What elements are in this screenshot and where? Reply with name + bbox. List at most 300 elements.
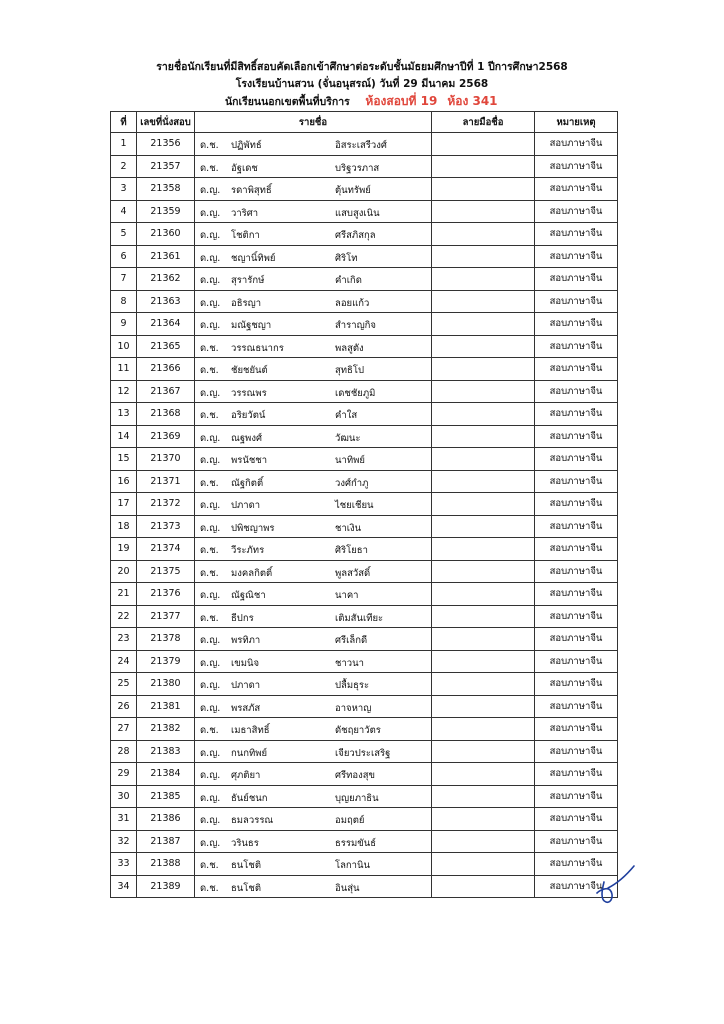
first-name: ชญานิ์ทิพย์ bbox=[231, 252, 276, 264]
row-number: 31 bbox=[111, 808, 137, 831]
seat-number: 21389 bbox=[137, 875, 195, 898]
remark: สอบภาษาจีน bbox=[535, 673, 618, 696]
first-name: อธิรญา bbox=[231, 297, 262, 309]
signature-cell[interactable] bbox=[432, 673, 535, 696]
first-name: อัฐเดช bbox=[231, 162, 258, 174]
remark: สอบภาษาจีน bbox=[535, 560, 618, 583]
first-name: ธนโชติ bbox=[231, 860, 262, 871]
name-title: ด.ช. bbox=[200, 882, 219, 894]
first-name: อริยวัตน์ bbox=[231, 410, 266, 421]
student-name bbox=[195, 695, 432, 718]
table-row bbox=[111, 200, 618, 223]
student-name bbox=[195, 425, 432, 448]
remark: สอบภาษาจีน bbox=[535, 538, 618, 561]
table-row bbox=[111, 380, 618, 403]
signature-cell[interactable] bbox=[432, 605, 535, 628]
student-name bbox=[195, 808, 432, 831]
last-name: อมฤตย์ bbox=[335, 815, 365, 826]
name-title: ด.ช. bbox=[200, 545, 219, 556]
row-number: 15 bbox=[111, 448, 137, 471]
student-name bbox=[195, 403, 432, 426]
room-number: ห้อง 341 bbox=[447, 94, 498, 108]
student-name bbox=[195, 605, 432, 628]
signature-cell[interactable] bbox=[432, 290, 535, 313]
remark: สอบภาษาจีน bbox=[535, 605, 618, 628]
first-name: พรสภัส bbox=[231, 702, 261, 714]
table-row bbox=[111, 560, 618, 583]
remark: สอบภาษาจีน bbox=[535, 830, 618, 853]
table-row bbox=[111, 515, 618, 538]
seat-number: 21383 bbox=[137, 740, 195, 763]
name-title: ด.ญ. bbox=[200, 297, 221, 309]
student-name bbox=[195, 538, 432, 561]
row-number: 1 bbox=[111, 133, 137, 156]
row-number: 29 bbox=[111, 763, 137, 786]
signature-cell[interactable] bbox=[432, 448, 535, 471]
signature-cell[interactable] bbox=[432, 335, 535, 358]
name-title: ด.ญ. bbox=[200, 837, 221, 849]
student-name bbox=[195, 830, 432, 853]
seat-number: 21368 bbox=[137, 403, 195, 426]
student-name bbox=[195, 268, 432, 291]
table-row bbox=[111, 718, 618, 741]
seat-number: 21367 bbox=[137, 380, 195, 403]
name-title: ด.ญ. bbox=[200, 207, 221, 219]
row-number: 10 bbox=[111, 335, 137, 358]
last-name: คำใส bbox=[335, 410, 358, 421]
table-row bbox=[111, 763, 618, 786]
student-name bbox=[195, 470, 432, 493]
student-name bbox=[195, 875, 432, 898]
table-row bbox=[111, 650, 618, 673]
remark: สอบภาษาจีน bbox=[535, 155, 618, 178]
name-title: ด.ญ. bbox=[200, 252, 221, 264]
first-name: กนกทิพย์ bbox=[231, 747, 268, 759]
seat-number: 21363 bbox=[137, 290, 195, 313]
student-name bbox=[195, 673, 432, 696]
document-title: รายชื่อนักเรียนที่มีสิทธิ์สอบคัดเลือกเข้าศึกษาต่อระดับชั้นมัธยมศึกษาปีที่ 1 ปีการศึกษา2568 bbox=[156, 61, 568, 73]
remark: สอบภาษาจีน bbox=[535, 650, 618, 673]
student-name bbox=[195, 718, 432, 741]
student-name bbox=[195, 223, 432, 246]
student-name bbox=[195, 515, 432, 538]
student-name bbox=[195, 358, 432, 381]
name-title: ด.ญ. bbox=[200, 230, 221, 241]
name-title: ด.ญ. bbox=[200, 275, 221, 286]
row-number: 27 bbox=[111, 718, 137, 741]
last-name: ธรรมขันธ์ bbox=[335, 837, 377, 849]
signature-cell[interactable] bbox=[432, 178, 535, 201]
last-name: คำเกิด bbox=[335, 275, 362, 286]
row-number: 19 bbox=[111, 538, 137, 561]
seat-number: 21366 bbox=[137, 358, 195, 381]
seat-number: 21385 bbox=[137, 785, 195, 808]
first-name: ชัยชยันต์ bbox=[231, 365, 268, 376]
seat-number: 21358 bbox=[137, 178, 195, 201]
last-name: ศิริโท bbox=[335, 252, 358, 264]
table-row bbox=[111, 133, 618, 156]
remark: สอบภาษาจีน bbox=[535, 133, 618, 156]
row-number: 20 bbox=[111, 560, 137, 583]
name-title: ด.ญ. bbox=[200, 815, 221, 826]
table-row bbox=[111, 628, 618, 651]
signature-cell[interactable] bbox=[432, 628, 535, 651]
student-name bbox=[195, 628, 432, 651]
student-name bbox=[195, 245, 432, 268]
seat-number: 21380 bbox=[137, 673, 195, 696]
room-line bbox=[225, 92, 498, 111]
student-name bbox=[195, 155, 432, 178]
last-name: โลกานิน bbox=[335, 860, 370, 871]
row-number: 16 bbox=[111, 470, 137, 493]
seat-number: 21372 bbox=[137, 493, 195, 516]
last-name: นาคา bbox=[335, 590, 359, 601]
row-number: 13 bbox=[111, 403, 137, 426]
table-row bbox=[111, 358, 618, 381]
last-name: วงศ์กำภู bbox=[335, 477, 369, 489]
header-signature: ลายมือชื่อ bbox=[432, 112, 535, 133]
signature-cell[interactable] bbox=[432, 718, 535, 741]
student-name bbox=[195, 380, 432, 403]
signature-cell[interactable] bbox=[432, 538, 535, 561]
student-name bbox=[195, 583, 432, 606]
seat-number: 21356 bbox=[137, 133, 195, 156]
last-name: บุญยภาธิน bbox=[335, 792, 379, 804]
row-number: 26 bbox=[111, 695, 137, 718]
row-number: 6 bbox=[111, 245, 137, 268]
row-number: 25 bbox=[111, 673, 137, 696]
table-row bbox=[111, 155, 618, 178]
name-title: ด.ญ. bbox=[200, 635, 221, 646]
last-name: เติมสันเทียะ bbox=[335, 612, 384, 624]
first-name: ปฏิพัทธ์ bbox=[231, 140, 262, 151]
first-name: ศุภติยา bbox=[231, 770, 261, 781]
name-title: ด.ช. bbox=[200, 860, 219, 871]
first-name: มณัฐชญา bbox=[231, 320, 272, 331]
table-row bbox=[111, 695, 618, 718]
header-seat-number: เลขที่นั่งสอบ bbox=[137, 112, 195, 133]
school-date-line: โรงเรียนบ้านสวน (จั่นอนุสรณ์) วันที่ 29 มีนาคม 2568 bbox=[235, 78, 489, 90]
signature-cell[interactable] bbox=[432, 155, 535, 178]
remark: สอบภาษาจีน bbox=[535, 718, 618, 741]
table-row bbox=[111, 583, 618, 606]
table-row bbox=[111, 493, 618, 516]
table-row bbox=[111, 470, 618, 493]
row-number: 21 bbox=[111, 583, 137, 606]
remark: สอบภาษาจีน bbox=[535, 785, 618, 808]
seat-number: 21379 bbox=[137, 650, 195, 673]
row-number: 30 bbox=[111, 785, 137, 808]
signature-cell[interactable] bbox=[432, 875, 535, 898]
student-name bbox=[195, 178, 432, 201]
signature-cell[interactable] bbox=[432, 380, 535, 403]
remark: สอบภาษาจีน bbox=[535, 853, 618, 876]
name-title: ด.ญ. bbox=[200, 185, 221, 196]
room-info bbox=[365, 94, 497, 108]
name-title: ด.ญ. bbox=[200, 680, 221, 691]
name-title: ด.ช. bbox=[200, 612, 219, 624]
signature-cell[interactable] bbox=[432, 493, 535, 516]
first-name: พรทิภา bbox=[231, 635, 261, 646]
name-title: ด.ช. bbox=[200, 567, 219, 579]
signature-cell[interactable] bbox=[432, 650, 535, 673]
seat-number: 21381 bbox=[137, 695, 195, 718]
student-name bbox=[195, 290, 432, 313]
remark: สอบภาษาจีน bbox=[535, 403, 618, 426]
signature-cell[interactable] bbox=[432, 245, 535, 268]
remark: สอบภาษาจีน bbox=[535, 695, 618, 718]
remark: สอบภาษาจีน bbox=[535, 628, 618, 651]
signature-cell[interactable] bbox=[432, 470, 535, 493]
seat-number: 21374 bbox=[137, 538, 195, 561]
seat-number: 21362 bbox=[137, 268, 195, 291]
table-row bbox=[111, 740, 618, 763]
name-title: ด.ญ. bbox=[200, 747, 221, 759]
row-number: 7 bbox=[111, 268, 137, 291]
signature-cell[interactable] bbox=[432, 223, 535, 246]
first-name: มงคลกิตติ์ bbox=[231, 567, 273, 579]
signature-cell[interactable] bbox=[432, 695, 535, 718]
table-row bbox=[111, 785, 618, 808]
table-row bbox=[111, 335, 618, 358]
remark: สอบภาษาจีน bbox=[535, 358, 618, 381]
name-title: ด.ช. bbox=[200, 477, 219, 489]
remark: สอบภาษาจีน bbox=[535, 380, 618, 403]
remark: สอบภาษาจีน bbox=[535, 763, 618, 786]
seat-number: 21387 bbox=[137, 830, 195, 853]
seat-number: 21364 bbox=[137, 313, 195, 336]
row-number: 32 bbox=[111, 830, 137, 853]
last-name: ศิริโยธา bbox=[335, 545, 368, 556]
row-number: 18 bbox=[111, 515, 137, 538]
table-row bbox=[111, 605, 618, 628]
last-name: ไชยเชียน bbox=[335, 500, 374, 511]
remark: สอบภาษาจีน bbox=[535, 223, 618, 246]
header-remarks: หมายเหตุ bbox=[535, 112, 618, 133]
signature-cell[interactable] bbox=[432, 200, 535, 223]
row-number: 5 bbox=[111, 223, 137, 246]
row-number: 17 bbox=[111, 493, 137, 516]
signature-cell[interactable] bbox=[432, 808, 535, 831]
signature-cell[interactable] bbox=[432, 560, 535, 583]
name-title: ด.ญ. bbox=[200, 657, 221, 669]
remark: สอบภาษาจีน bbox=[535, 493, 618, 516]
seat-number: 21369 bbox=[137, 425, 195, 448]
last-name: ตุ้นทรัพย์ bbox=[335, 185, 371, 196]
table-row bbox=[111, 290, 618, 313]
seat-number: 21357 bbox=[137, 155, 195, 178]
seat-number: 21359 bbox=[137, 200, 195, 223]
seat-number: 21361 bbox=[137, 245, 195, 268]
first-name: วรินธร bbox=[231, 837, 259, 849]
student-name bbox=[195, 650, 432, 673]
table-body bbox=[111, 133, 618, 898]
exam-room-number: ห้องสอบที่ 19 bbox=[365, 94, 438, 108]
row-number: 4 bbox=[111, 200, 137, 223]
signature-stroke bbox=[597, 882, 612, 902]
name-title: ด.ญ. bbox=[200, 522, 221, 534]
row-number: 28 bbox=[111, 740, 137, 763]
first-name: เขมนิจ bbox=[231, 657, 260, 669]
signature-cell[interactable] bbox=[432, 583, 535, 606]
remark: สอบภาษาจีน bbox=[535, 515, 618, 538]
name-title: ด.ช. bbox=[200, 410, 219, 421]
name-title: ด.ญ. bbox=[200, 320, 221, 331]
signature-cell[interactable] bbox=[432, 313, 535, 336]
first-name: พรนัชชา bbox=[231, 455, 268, 466]
table-row bbox=[111, 223, 618, 246]
row-number: 11 bbox=[111, 358, 137, 381]
signature-cell[interactable] bbox=[432, 853, 535, 876]
row-number: 8 bbox=[111, 290, 137, 313]
last-name: อาจหาญ bbox=[335, 702, 372, 714]
student-name bbox=[195, 785, 432, 808]
seat-number: 21375 bbox=[137, 560, 195, 583]
student-list-table bbox=[110, 111, 618, 898]
name-title: ด.ญ. bbox=[200, 702, 221, 714]
student-name bbox=[195, 740, 432, 763]
remark: สอบภาษาจีน bbox=[535, 583, 618, 606]
signature-cell[interactable] bbox=[432, 763, 535, 786]
first-name: วาริศา bbox=[231, 207, 259, 219]
student-name bbox=[195, 448, 432, 471]
remark: สอบภาษาจีน bbox=[535, 335, 618, 358]
row-number: 12 bbox=[111, 380, 137, 403]
name-title: ด.ญ. bbox=[200, 500, 221, 511]
student-name bbox=[195, 335, 432, 358]
first-name: ธันย์ชนก bbox=[231, 792, 268, 804]
signature-cell[interactable] bbox=[432, 268, 535, 291]
name-title: ด.ญ. bbox=[200, 432, 221, 444]
remark: สอบภาษาจีน bbox=[535, 875, 618, 898]
last-name: ชาวนา bbox=[335, 657, 364, 669]
signature-stroke-2 bbox=[608, 866, 634, 888]
remark: สอบภาษาจีน bbox=[535, 200, 618, 223]
name-title: ด.ญ. bbox=[200, 455, 221, 466]
table-row bbox=[111, 425, 618, 448]
signature-cell[interactable] bbox=[432, 403, 535, 426]
seat-number: 21378 bbox=[137, 628, 195, 651]
signature-mark bbox=[590, 860, 640, 910]
last-name: เดชชัยภูมิ bbox=[335, 387, 376, 399]
name-title: ด.ช. bbox=[200, 162, 219, 174]
last-name: ปลื้มธุระ bbox=[335, 680, 370, 691]
first-name: ธมลวรรณ bbox=[231, 815, 274, 826]
first-name: เมธาสิทธิ์ bbox=[231, 725, 270, 736]
row-number: 33 bbox=[111, 853, 137, 876]
name-title: ด.ช. bbox=[200, 365, 219, 376]
remark: สอบภาษาจีน bbox=[535, 470, 618, 493]
student-name bbox=[195, 560, 432, 583]
seat-number: 21373 bbox=[137, 515, 195, 538]
name-title: ด.ญ. bbox=[200, 770, 221, 781]
table-row bbox=[111, 313, 618, 336]
row-number: 14 bbox=[111, 425, 137, 448]
student-name bbox=[195, 313, 432, 336]
remark: สอบภาษาจีน bbox=[535, 808, 618, 831]
row-number: 2 bbox=[111, 155, 137, 178]
first-name: วีระภัทร bbox=[231, 545, 265, 556]
row-number: 9 bbox=[111, 313, 137, 336]
student-name bbox=[195, 853, 432, 876]
table-row bbox=[111, 538, 618, 561]
last-name: ศรีสภิสกุล bbox=[335, 230, 376, 241]
first-name: วรรณพร bbox=[231, 387, 267, 399]
seat-number: 21377 bbox=[137, 605, 195, 628]
first-name: ณฐพงศ์ bbox=[231, 432, 262, 444]
last-name: ชาเงิน bbox=[335, 522, 362, 534]
signature-cell[interactable] bbox=[432, 425, 535, 448]
table-row bbox=[111, 853, 618, 876]
last-name: แสบสูงเนิน bbox=[335, 207, 380, 219]
student-zone-label: นักเรียนนอกเขตพื้นที่บริการ bbox=[225, 96, 350, 108]
remark: สอบภาษาจีน bbox=[535, 290, 618, 313]
student-name bbox=[195, 200, 432, 223]
last-name: พลสูตัง bbox=[335, 342, 364, 354]
table-row bbox=[111, 245, 618, 268]
signature-cell[interactable] bbox=[432, 515, 535, 538]
first-name: ปพิชญาพร bbox=[231, 522, 275, 534]
seat-number: 21382 bbox=[137, 718, 195, 741]
remark: สอบภาษาจีน bbox=[535, 425, 618, 448]
first-name: ธีปกร bbox=[231, 612, 254, 624]
seat-number: 21388 bbox=[137, 853, 195, 876]
remark: สอบภาษาจีน bbox=[535, 245, 618, 268]
last-name: สำราญกิจ bbox=[335, 320, 376, 331]
table-row bbox=[111, 830, 618, 853]
header-name: รายชื่อ bbox=[195, 112, 432, 133]
name-title: ด.ช. bbox=[200, 342, 219, 354]
table-header-row bbox=[111, 112, 618, 133]
name-title: ด.ช. bbox=[200, 725, 219, 736]
seat-number: 21376 bbox=[137, 583, 195, 606]
remark: สอบภาษาจีน bbox=[535, 740, 618, 763]
last-name: ศรีทองสุข bbox=[335, 770, 376, 781]
last-name: อินสุ่น bbox=[335, 882, 360, 894]
last-name: นาทิพย์ bbox=[335, 455, 365, 466]
signature-cell[interactable] bbox=[432, 785, 535, 808]
last-name: ดัชฤยาวัตร bbox=[335, 725, 381, 736]
table-row bbox=[111, 403, 618, 426]
seat-number: 21360 bbox=[137, 223, 195, 246]
row-number: 34 bbox=[111, 875, 137, 898]
last-name: วัฒนะ bbox=[335, 432, 361, 444]
remark: สอบภาษาจีน bbox=[535, 178, 618, 201]
first-name: ปภาดา bbox=[231, 500, 261, 511]
last-name: พูลสวัสดิ์ bbox=[335, 567, 371, 579]
first-name: สุรารักษ์ bbox=[231, 275, 265, 286]
table-row bbox=[111, 268, 618, 291]
signature-cell[interactable] bbox=[432, 830, 535, 853]
first-name: รดาพิสุทธิ์ bbox=[231, 185, 272, 196]
row-number: 23 bbox=[111, 628, 137, 651]
remark: สอบภาษาจีน bbox=[535, 268, 618, 291]
signature-cell[interactable] bbox=[432, 358, 535, 381]
header-no: ที่ bbox=[111, 112, 137, 133]
table-row bbox=[111, 808, 618, 831]
row-number: 3 bbox=[111, 178, 137, 201]
table-row bbox=[111, 178, 618, 201]
remark: สอบภาษาจีน bbox=[535, 313, 618, 336]
student-name bbox=[195, 133, 432, 156]
first-name: โชติกา bbox=[231, 230, 260, 241]
signature-cell[interactable] bbox=[432, 133, 535, 156]
name-title: ด.ญ. bbox=[200, 387, 221, 399]
table-row bbox=[111, 875, 618, 898]
seat-number: 21370 bbox=[137, 448, 195, 471]
signature-cell[interactable] bbox=[432, 740, 535, 763]
row-number: 24 bbox=[111, 650, 137, 673]
